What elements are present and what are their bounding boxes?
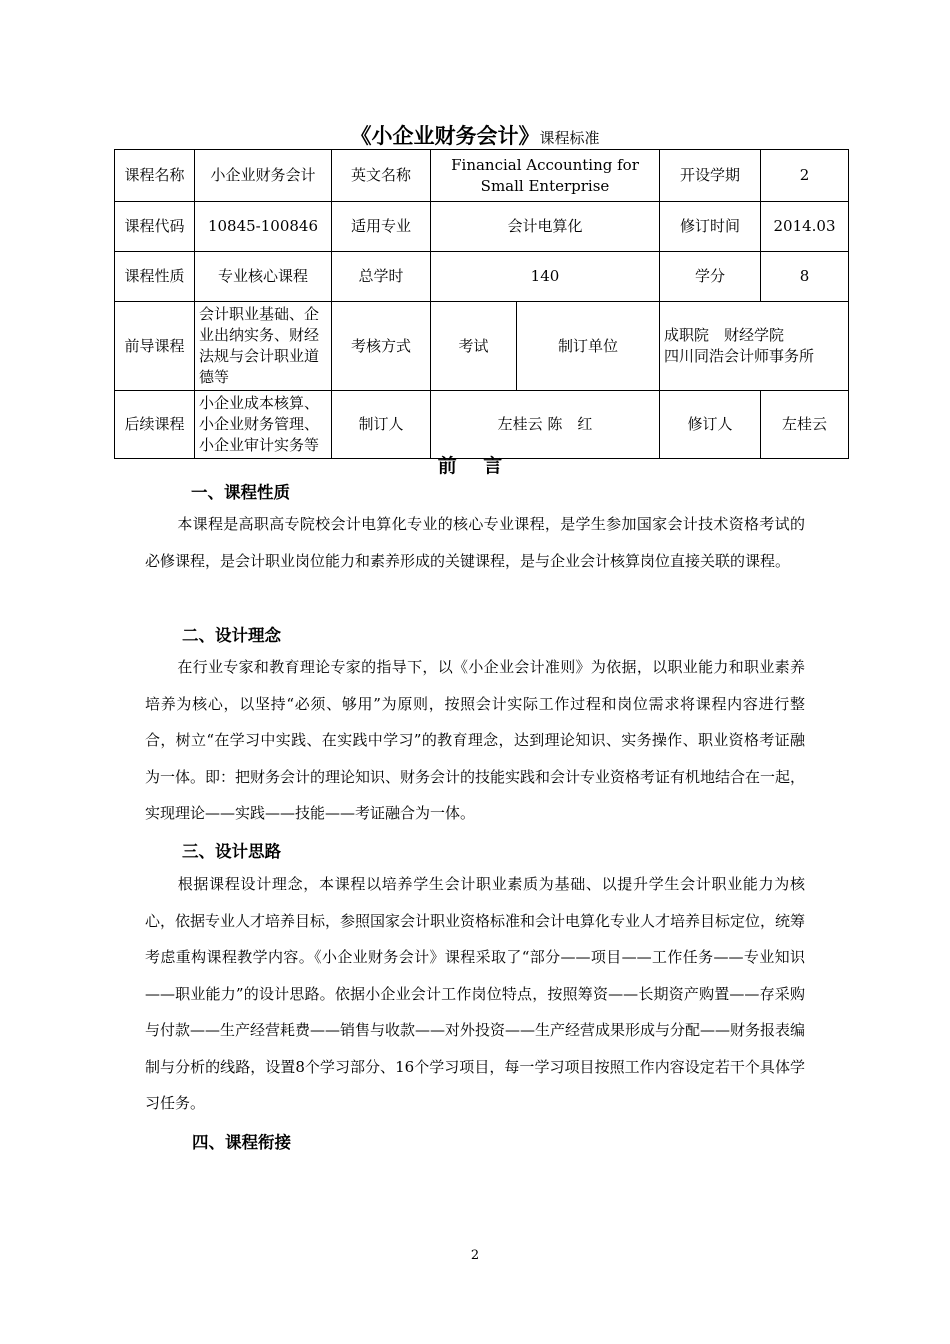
table-cell: 课程代码	[115, 202, 195, 252]
paragraph-text: 本课程是高职高专院校会计电算化专业的核心专业课程，是学生参加国家会计技术资格考试的必修课程，是会计职业岗位能力和素养形成的关键课程，是与企业会计核算岗位直接关联的课程。	[145, 515, 805, 570]
table-cell: 适用专业	[332, 202, 431, 252]
table-cell: 制订人	[332, 391, 431, 459]
section-paragraph	[145, 866, 805, 1122]
table-cell	[660, 302, 849, 391]
table-cell: 后续课程	[115, 391, 195, 459]
page-number: 2	[470, 1248, 480, 1263]
section-heading: 二、设计理念	[182, 626, 281, 645]
table-cell: 2014.03	[761, 202, 849, 252]
paragraph-text: 在行业专家和教育理论专家的指导下，以《小企业会计准则》为依据，以职业能力和职业素养培养为核心，以坚持“必须、够用”为原则，按照会计实际工作过程和岗位需求将课程内容进行整合，树立“在学习中实践、在实践中学习”的教育理念，达到理论知识、实务操作、职业资格考证融为一体。即：把财务会计的理论知识、财务会计的技能实践和会计专业资格考证有机地结合在一起，实现理论——实践——技能——考证融合为一体。	[145, 658, 806, 822]
table-cell: 制订单位	[517, 302, 660, 391]
table-cell: 考试	[431, 302, 517, 391]
table-cell: 10845-100846	[195, 202, 332, 252]
section-heading: 一、课程性质	[191, 483, 290, 502]
table-cell: 左桂云	[761, 391, 849, 459]
table-cell: 8	[761, 252, 849, 302]
table-row	[115, 302, 849, 391]
table-cell: 小企业财务会计	[195, 150, 332, 202]
table-cell: 学分	[660, 252, 761, 302]
table-cell: 修订时间	[660, 202, 761, 252]
table-cell: 课程名称	[115, 150, 195, 202]
table-cell: 考核方式	[332, 302, 431, 391]
paragraph-text: 根据课程设计理念，本课程以培养学生会计职业素质为基础、以提升学生会计职业能力为核心，依据专业人才培养目标，参照国家会计职业资格标准和会计电算化专业人才培养目标定位，统筹考虑重构课程教学内容。《小企业财务会计》课程采取了“部分——项目——工作任务——专业知识——职业能力”的设计思路。依据小企业会计工作岗位特点，按照筹资——长期资产购置——存采购与付款——生产经营耗费——销售与收款——对外投资——生产经营成果形成与分配——财务报表编制与分析的线路，设置8个学习部分、16个学习项目，每一学习项目按照工作内容设定若干个具体学习任务。	[145, 875, 806, 1112]
table-cell: Financial Accounting for Small Enterprise	[431, 150, 660, 202]
table-row	[115, 391, 849, 459]
table-cell: 会计职业基础、企业出纳实务、财经法规与会计职业道德等	[195, 302, 332, 391]
table-cell: 前导课程	[115, 302, 195, 391]
table-cell: 2	[761, 150, 849, 202]
table-row	[115, 150, 849, 202]
table-cell: 左桂云 陈 红	[431, 391, 660, 459]
table-row	[115, 252, 849, 302]
section-heading: 四、课程衔接	[192, 1133, 291, 1152]
table-cell: 修订人	[660, 391, 761, 459]
table-cell: 英文名称	[332, 150, 431, 202]
document-title	[0, 122, 950, 152]
org-line-1: 成职院 财经学院	[664, 326, 785, 344]
table-cell: 开设学期	[660, 150, 761, 202]
table-cell: 会计电算化	[431, 202, 660, 252]
table-cell: 专业核心课程	[195, 252, 332, 302]
course-info-table	[114, 149, 849, 459]
table-row	[115, 202, 849, 252]
table-cell: 课程性质	[115, 252, 195, 302]
section-paragraph	[145, 506, 805, 579]
section-heading: 三、设计思路	[182, 842, 281, 861]
preface-heading: 前 言	[437, 455, 513, 477]
section-paragraph	[145, 649, 805, 832]
org-line-2: 四川同浩会计师事务所	[664, 347, 815, 365]
table-cell: 140	[431, 252, 660, 302]
table-cell: 小企业成本核算、小企业财务管理、小企业审计实务等	[195, 391, 332, 459]
title-course-name: 《小企业财务会计》	[350, 124, 540, 148]
table-cell: 总学时	[332, 252, 431, 302]
title-suffix: 课程标准	[539, 129, 600, 147]
